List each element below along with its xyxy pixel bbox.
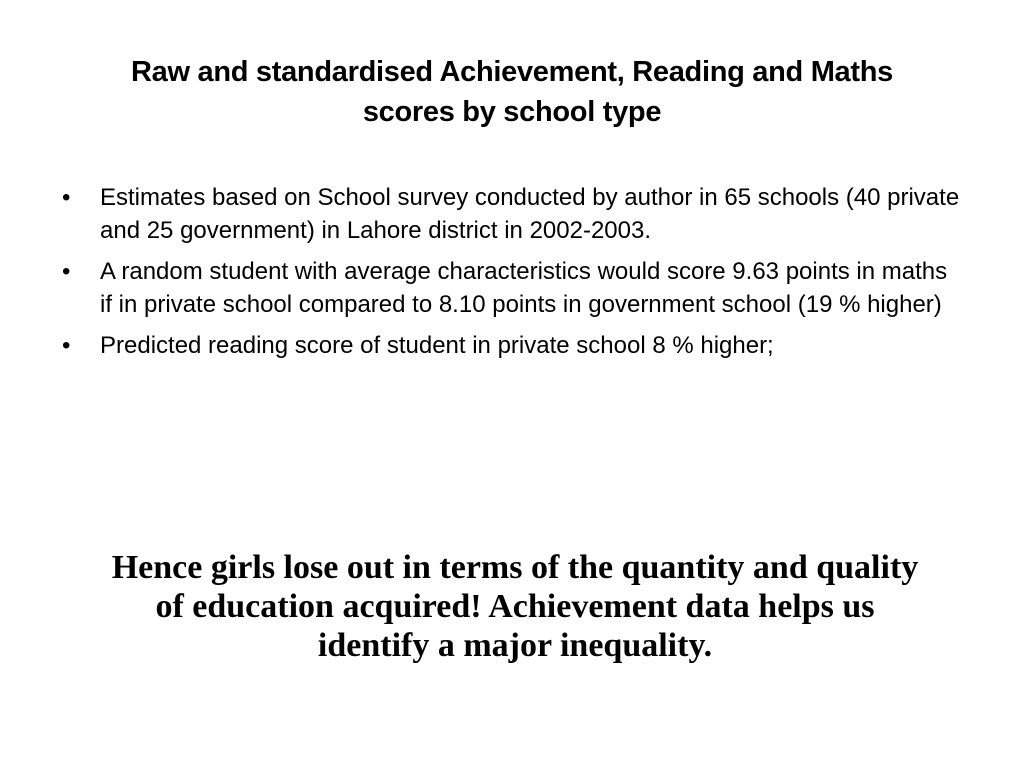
bullet-list	[62, 181, 962, 370]
bullet-text: A random student with average characteristics would score 9.63 points in maths if in private school compared to 8.10 points in government school (19 % higher)	[100, 258, 948, 318]
bullet-text: Predicted reading score of student in private school 8 % higher;	[100, 332, 774, 359]
bullet-item-survey	[62, 181, 962, 247]
bullet-icon: •	[62, 258, 71, 285]
bullet-icon: •	[62, 184, 71, 211]
conclusion-text: Hence girls lose out in terms of the quantity and quality of education acquired! Achievement data helps us identify a major inequality.	[111, 549, 919, 664]
bullet-text: Estimates based on School survey conducted by author in 65 schools (40 private and 25 government) in Lahore district in 2002-2003.	[100, 184, 960, 244]
bullet-icon: •	[62, 332, 71, 359]
slide-title: Raw and standardised Achievement, Reading and Maths scores by school type	[131, 56, 893, 128]
bullet-item-maths	[62, 255, 962, 321]
bullet-item-reading	[62, 329, 962, 362]
